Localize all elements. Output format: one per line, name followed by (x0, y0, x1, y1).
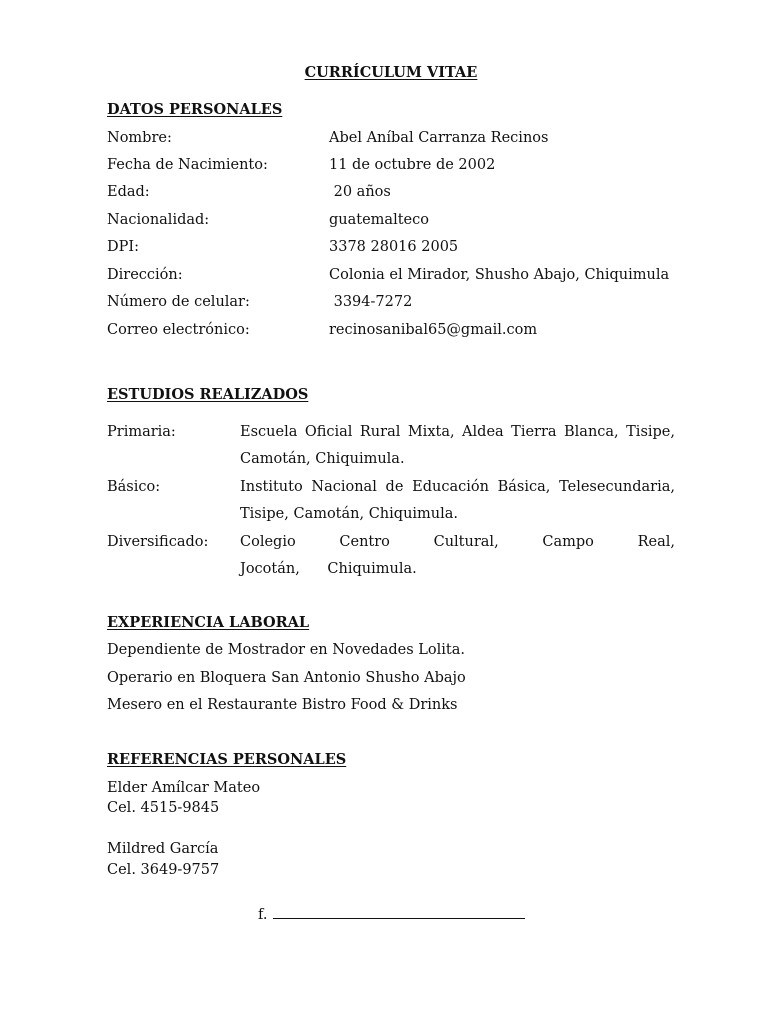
label-direccion: Dirección: (107, 267, 183, 283)
reference-name: Elder Amílcar Mateo (107, 780, 261, 796)
value-nombre: Abel Aníbal Carranza Recinos (329, 130, 549, 146)
experience-item: Operario en Bloquera San Antonio Shusho Abajo (107, 670, 466, 686)
signature-line (273, 905, 525, 919)
label-fecha-nacimiento: Fecha de Nacimiento: (107, 157, 268, 173)
value-primaria: Escuela Oficial Rural Mixta, Aldea Tierra Blanca, Tisipe, Camotán, Chiquimula. (240, 424, 675, 467)
value-celular: 3394-7272 (329, 294, 413, 310)
signature-label: f. (258, 907, 268, 923)
label-edad: Edad: (107, 184, 150, 200)
reference-phone: Cel. 4515-9845 (107, 800, 220, 816)
label-basico: Básico: (107, 479, 161, 495)
document-title: CURRÍCULUM VITAE (304, 64, 478, 81)
section-heading-education: ESTUDIOS REALIZADOS (107, 386, 309, 403)
experience-item: Mesero en el Restaurante Bistro Food & Drinks (107, 697, 458, 713)
section-heading-references: REFERENCIAS PERSONALES (107, 751, 347, 768)
reference-phone: Cel. 3649-9757 (107, 862, 220, 878)
label-nombre: Nombre: (107, 130, 172, 146)
label-correo: Correo electrónico: (107, 322, 250, 338)
value-nacionalidad: guatemalteco (329, 212, 429, 228)
section-heading-experience: EXPERIENCIA LABORAL (107, 614, 310, 631)
signature-block (258, 905, 525, 923)
value-edad: 20 años (329, 184, 391, 200)
label-nacionalidad: Nacionalidad: (107, 212, 210, 228)
value-fecha-nacimiento: 11 de octubre de 2002 (329, 157, 496, 173)
label-celular: Número de celular: (107, 294, 250, 310)
section-heading-personal: DATOS PERSONALES (107, 101, 283, 118)
label-diversificado: Diversificado: (107, 534, 209, 550)
label-dpi: DPI: (107, 239, 139, 255)
value-correo: recinosanibal65@gmail.com (329, 322, 538, 338)
reference-name: Mildred García (107, 841, 219, 857)
value-basico: Instituto Nacional de Educación Básica, Telesecundaria, Tisipe, Camotán, Chiquimula. (240, 479, 675, 522)
value-direccion: Colonia el Mirador, Shusho Abajo, Chiquimula (329, 267, 670, 283)
label-primaria: Primaria: (107, 424, 176, 440)
experience-item: Dependiente de Mostrador en Novedades Lolita. (107, 642, 465, 658)
value-diversificado: Colegio Centro Cultural, Campo Real, Jocotán, Chiquimula. (240, 534, 675, 577)
value-dpi: 3378 28016 2005 (329, 239, 459, 255)
